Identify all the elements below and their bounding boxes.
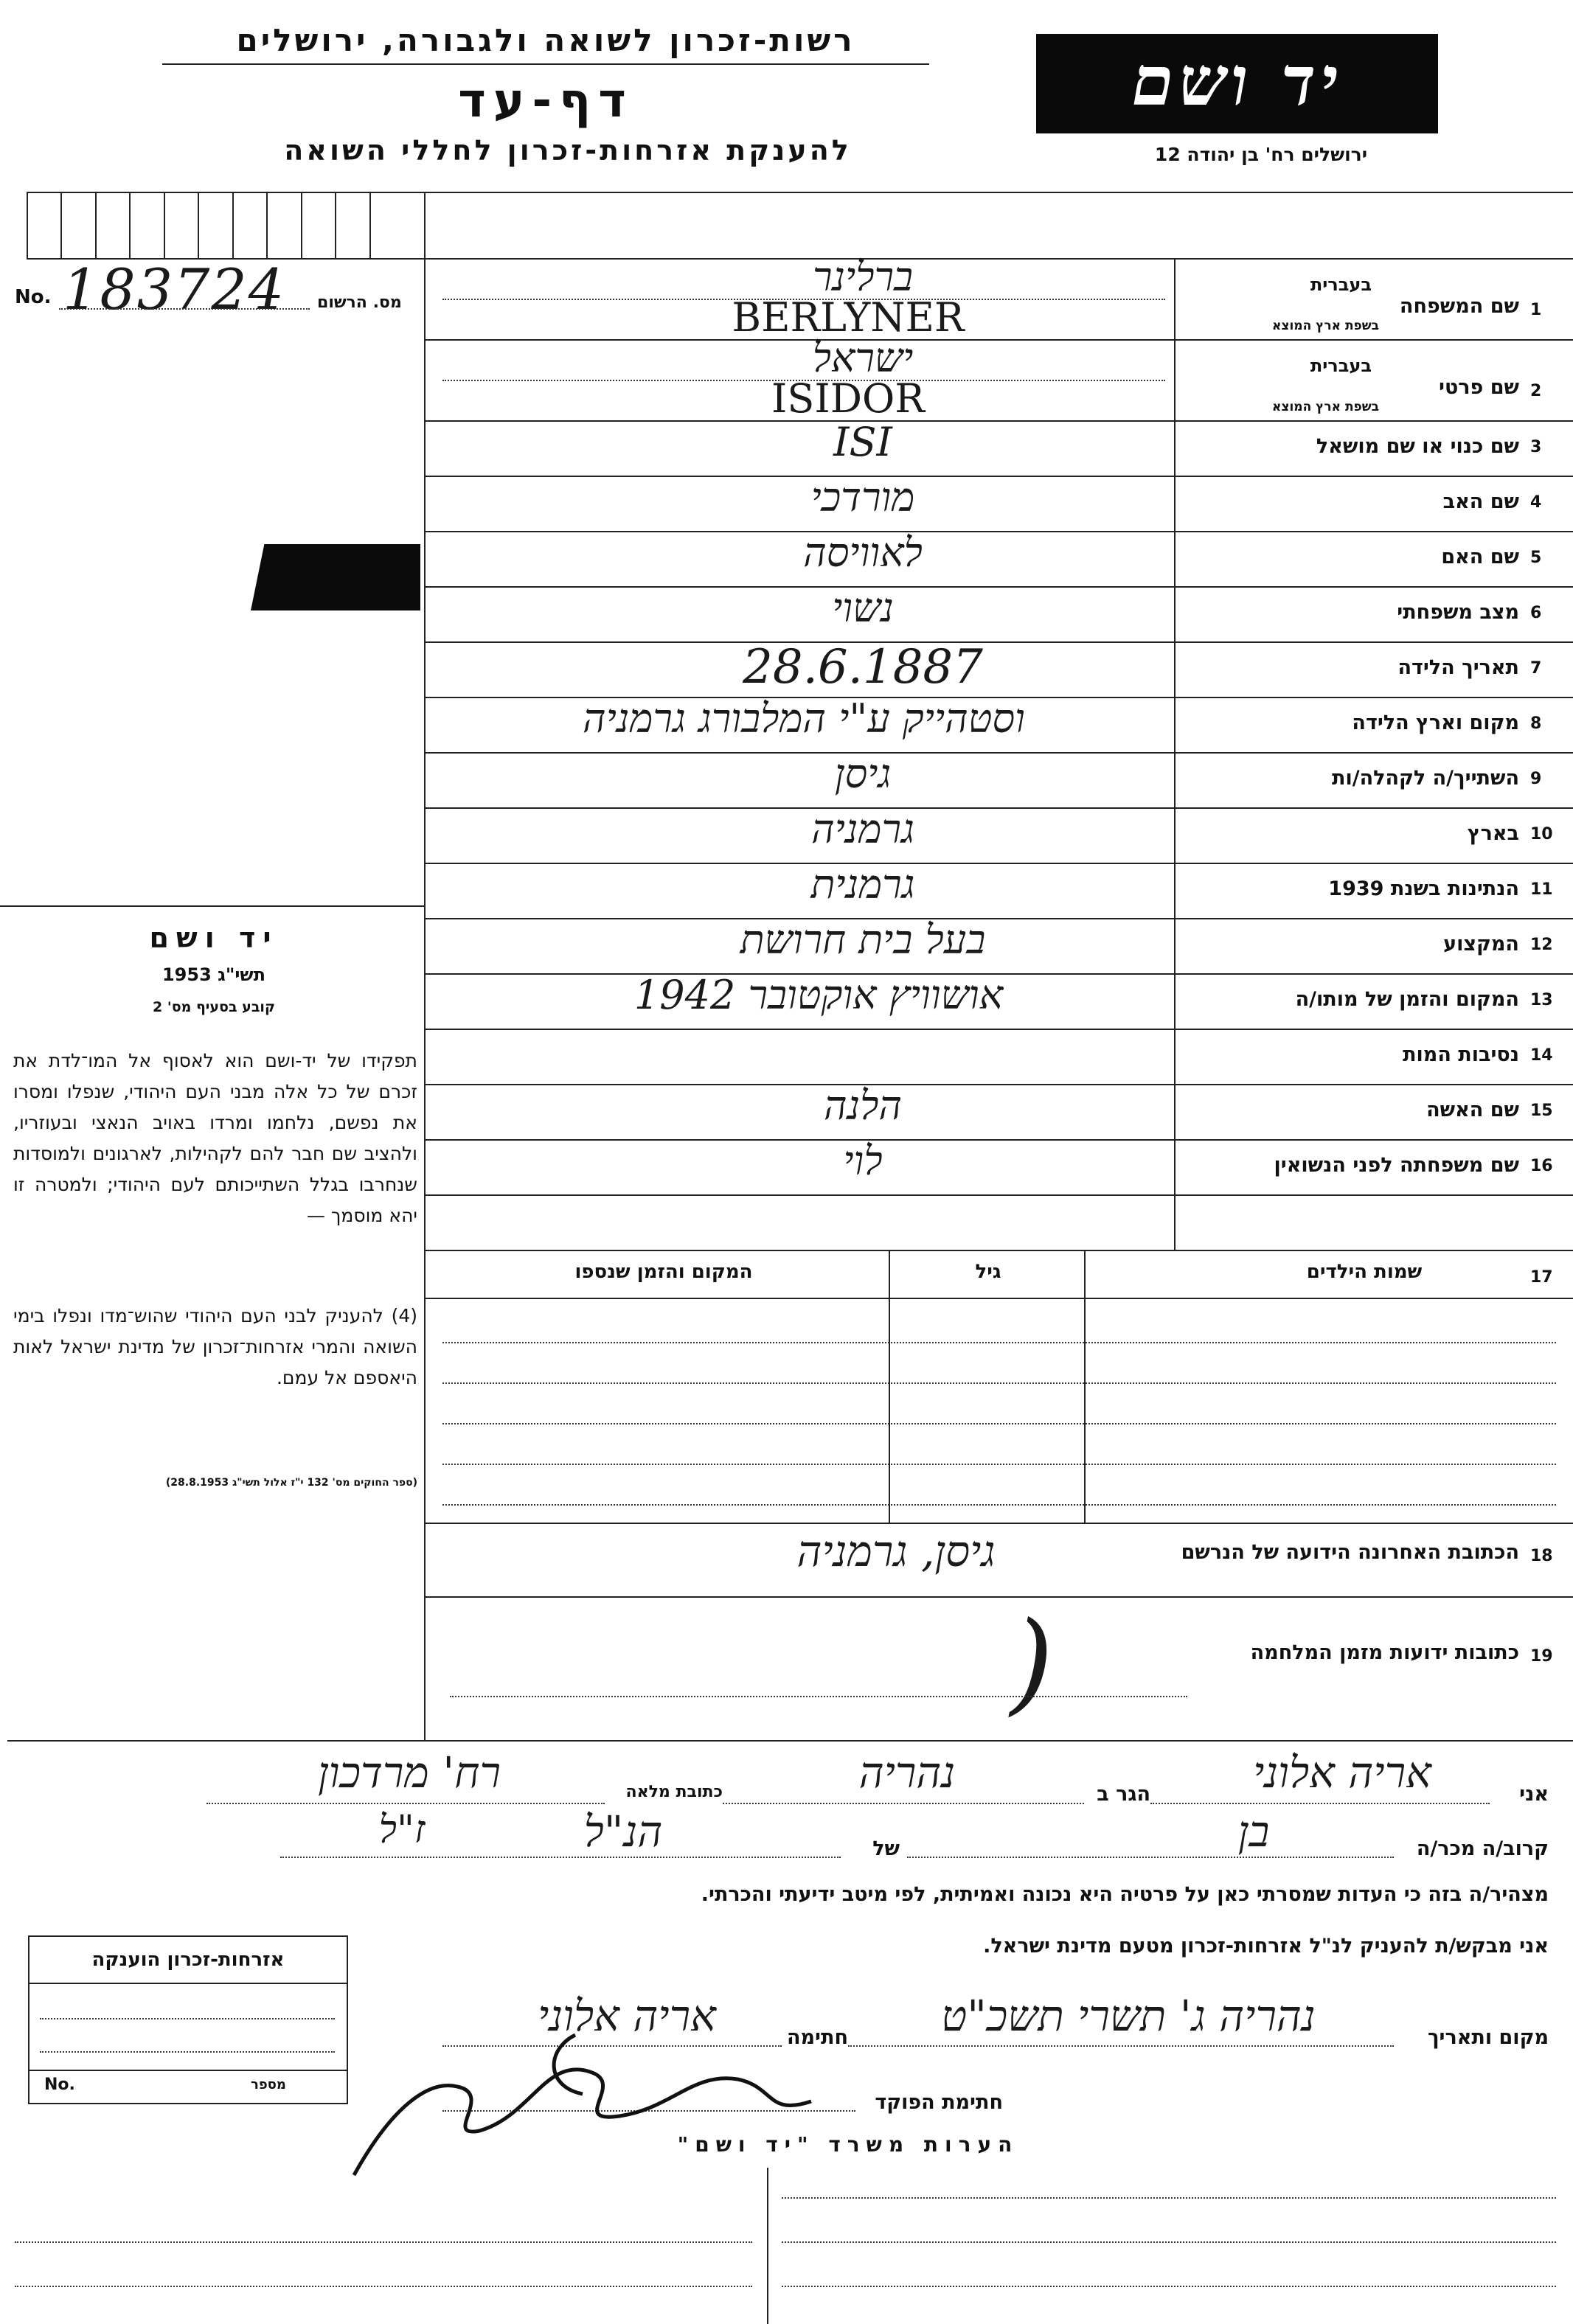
authority-title: רשות-זכרון לשואה ולגבורה, ירושלים (236, 22, 855, 58)
col-divider (369, 192, 371, 258)
field-1-num: 1 (1530, 301, 1542, 319)
decl-address-label: כתובת מלאה (625, 1783, 723, 1801)
field-3-label: שם כנוי או שם מושאל (1316, 434, 1519, 458)
field-3-value: ISI (833, 418, 892, 465)
decl-name: אריה אלוני (1253, 1747, 1431, 1798)
col-divider (129, 192, 131, 258)
decl-address: רח' מרדכון (318, 1747, 501, 1798)
decl-city-line (723, 1803, 1084, 1804)
field-row-rule (424, 1194, 1573, 1196)
children-col-names: שמות הילדים (1306, 1261, 1423, 1283)
decl-of-label: של (872, 1837, 900, 1860)
field-19-line (450, 1696, 1187, 1697)
field-1-value-origin: BERLYNER (732, 294, 965, 341)
side-box-top (0, 905, 424, 907)
left-column-border (424, 258, 426, 1740)
field-1-label: שם המשפחה (1399, 295, 1519, 318)
children-table-row (442, 1423, 1556, 1424)
field-2-label: שם פרטי (1439, 376, 1519, 399)
award-box-divider (29, 2070, 347, 2071)
field-4-label: שם האב (1442, 490, 1519, 513)
field-6-num: 6 (1530, 603, 1542, 622)
children-col-age: גיל (975, 1261, 1001, 1283)
children-table-bottom (424, 1523, 1573, 1524)
award-box-line (40, 2018, 335, 2019)
decl-officer-label: חתימת הפוקד (875, 2091, 1003, 2114)
side-box-para2: (4) להעניק לבני העם היהודי שהוש־מדו ונפלו בימי השואה והמרי אזרחות־זכרון של מדינת ישראל לאות היאספם אל עמם. (13, 1305, 417, 1388)
decl-relative-line (907, 1857, 1394, 1858)
field-13-value: אושוויץ אוקטובר 1942 (633, 971, 1004, 1018)
field-6-value: נשוי (832, 584, 894, 631)
field-12-value: בעל בית חרושת (740, 916, 986, 963)
field-14-num: 14 (1530, 1046, 1553, 1065)
notes-line (15, 2241, 752, 2243)
field-2-num: 2 (1530, 382, 1542, 400)
logo-address: ירושלים רח' בן יהודה 12 (1154, 144, 1368, 165)
award-box-number-label: מספר (251, 2077, 286, 2092)
col-divider (164, 192, 165, 258)
award-box (28, 1935, 348, 2104)
col-divider (27, 192, 28, 258)
field-18-scrawl: ) (1010, 1598, 1054, 1727)
form-title: דף-עד (458, 74, 633, 128)
side-box-year: תשי"ג 1953 (162, 964, 266, 985)
field-3-num: 3 (1530, 437, 1542, 456)
field-2-sub-origin: בשפת ארץ המוצא (1271, 400, 1379, 414)
notes-line (782, 2241, 1556, 2243)
col-divider (95, 192, 97, 258)
side-box-footnote: (ספר החוקים מס' 132 י"ז אלול תשי"ג 28.8.1953) (165, 1477, 417, 1489)
decl-of: הנ"ל (583, 1806, 663, 1857)
decl-address-line (206, 1803, 605, 1804)
children-table-row (442, 1382, 1556, 1384)
label-column-border (1174, 258, 1176, 1250)
field-5-value: לאוויסה (803, 529, 923, 576)
field-13-num: 13 (1530, 990, 1553, 1009)
field-4-num: 4 (1530, 493, 1542, 512)
decl-line2: אני מבקש/ת להעניק לנ"ל אזרחות-זכרון מטעם מדינת ישראל. (983, 1935, 1549, 1958)
field-2-value: ישראל (812, 335, 914, 381)
field-14-label: נסיבות המות (1403, 1043, 1519, 1066)
field-5-num: 5 (1530, 548, 1542, 567)
field-1-value: ברלינר (812, 254, 914, 300)
field-19-label: כתובות ידועות מזמן המלחמה (1250, 1641, 1519, 1664)
field-11-value: גרמנית (810, 860, 915, 908)
reg-label: מס. הרשום (317, 293, 402, 312)
field-15-label: שם האשה (1426, 1098, 1519, 1121)
award-box-line (40, 2051, 335, 2053)
declaration-top-rule (7, 1740, 1573, 1742)
award-box-divider (29, 1983, 347, 1984)
side-box-title: יד ושם (149, 922, 279, 954)
field-2-value-origin: ISIDOR (771, 375, 925, 422)
decl-city: נהריה (858, 1747, 956, 1798)
field-9-label: השתייך/ה לקהלה/ות (1332, 766, 1519, 790)
decl-zl: ז"ל (378, 1808, 426, 1852)
decl-gar-b: הגר ב (1097, 1783, 1150, 1806)
field-18-rule (424, 1596, 1573, 1598)
field-18-value: גיסן, גרמניה (796, 1526, 996, 1576)
field-6-label: מצב משפחתי (1397, 600, 1519, 624)
field-7-label: תאריך הלידה (1397, 655, 1519, 679)
decl-signature: אריה אלוני (538, 1991, 716, 2041)
decl-relative: בן (1237, 1806, 1270, 1857)
field-16-label: שם משפחתה לפני הנשואין (1274, 1153, 1519, 1177)
field-17-num: 17 (1530, 1268, 1553, 1287)
field-1-sub-hebrew: בעברית (1310, 274, 1372, 295)
field-7-num: 7 (1530, 658, 1542, 678)
field-10-num: 10 (1530, 824, 1553, 843)
field-15-value: הלנה (823, 1082, 903, 1129)
field-19-num: 19 (1530, 1647, 1553, 1666)
notes-line (782, 2286, 1556, 2287)
col-divider (198, 192, 199, 258)
decl-of-line (280, 1857, 841, 1858)
field-11-label: הנתינות בשנת 1939 (1328, 877, 1519, 900)
field-13-label: המקום והזמן של מותו/ה (1295, 987, 1519, 1011)
children-header-bottom (424, 1298, 1573, 1299)
col-divider (301, 192, 302, 258)
field-row-rule (424, 1029, 1573, 1030)
side-box-para1: תפקידו של יד-ושם הוא לאסוף אל המו־לדת את זכרם של כל אלה מבני העם היהודי, שנפלו ומסרו את נפשם, נלחמו ומרדו באויב הנאצי ובעוזריו, ולהציב שם חבר להם לקהילות, לארגונים ולמוסדות שנחרבו בגלל השתייכותם לעם היהודי; ולמטרה זו יהא מוסמך — (13, 1050, 417, 1226)
field-9-value: גיסן (834, 750, 892, 797)
logo-text: יד ושם (1131, 41, 1343, 121)
field-1-sub-origin: בשפת ארץ המוצא (1271, 319, 1379, 333)
field-12-num: 12 (1530, 935, 1553, 954)
decl-place-date-line (848, 2045, 1394, 2047)
office-notes-divider (767, 2168, 768, 2324)
notes-line (15, 2286, 752, 2287)
field-7-value: 28.6.1887 (743, 639, 983, 695)
reg-no-label: No. (15, 286, 52, 308)
children-table-row (442, 1464, 1556, 1465)
field-2-sub-hebrew: בעברית (1310, 355, 1372, 376)
col-divider (335, 192, 336, 258)
field-16-num: 16 (1530, 1156, 1553, 1175)
col-divider (60, 192, 62, 258)
field-18-num: 18 (1530, 1547, 1553, 1565)
decl-line1: מצהיר/ה בזה כי העדות שמסרתי כאן על פרטיה היא נכונה ואמיתית, לפי מיטב ידיעתי והכרתי. (701, 1883, 1549, 1906)
field-10-value: גרמניה (811, 805, 914, 852)
field-11-num: 11 (1530, 880, 1553, 899)
field-16-value: לוי (843, 1137, 883, 1184)
children-col-divider (1084, 1250, 1086, 1523)
decl-signature-label: חתימה (786, 2026, 848, 2049)
reg-no-value: 183724 (63, 257, 286, 322)
field-5-label: שם האם (1441, 545, 1519, 568)
notes-line (782, 2197, 1556, 2199)
side-box-law-ref: קובע בסעיף מס' 2 (153, 999, 275, 1015)
decl-ani: אני (1519, 1783, 1549, 1806)
form-subtitle: להענקת אזרחות-זכרון לחללי השואה (284, 134, 852, 167)
field-9-num: 9 (1530, 769, 1542, 788)
yad-vashem-logo (1036, 34, 1438, 133)
decl-place-date-label: מקום ותאריך (1427, 2026, 1549, 2049)
redaction-block (251, 544, 420, 610)
children-table-row (442, 1504, 1556, 1506)
office-notes-title: הערות משרד "יד ושם" (677, 2132, 1019, 2157)
field-12-label: המקצוע (1443, 932, 1519, 956)
col-divider (424, 192, 426, 258)
children-table-top (424, 1250, 1573, 1251)
field-8-value: וסטהייק ע"י המלבורג גרמניה (583, 695, 1025, 742)
field-4-value: מורדכי (810, 473, 915, 521)
col-divider (232, 192, 234, 258)
children-col-place: המקום והזמן שנספו (574, 1261, 753, 1283)
decl-name-line (1150, 1803, 1490, 1804)
children-table-row (442, 1342, 1556, 1343)
field-18-label: הכתובת האחרונה הידועה של הנרשם (1181, 1541, 1519, 1564)
field-10-label: בארץ (1467, 821, 1519, 845)
decl-place-date: נהריה ג' תשרי תשכ"ט (941, 1991, 1316, 2041)
children-col-divider (889, 1250, 890, 1523)
reg-no-line (59, 308, 310, 310)
top-rule (27, 192, 1573, 193)
award-box-no-label: No. (44, 2076, 75, 2094)
award-box-title: אזרחות-זכרון הוענקה (91, 1949, 285, 1971)
decl-relative-label: קרוב/ה מכר/ה (1416, 1837, 1549, 1860)
field-15-num: 15 (1530, 1101, 1553, 1120)
field-8-num: 8 (1530, 714, 1542, 733)
col-divider (266, 192, 268, 258)
field-8-label: מקום וארץ הלידה (1352, 711, 1519, 734)
header-underline (162, 63, 929, 65)
